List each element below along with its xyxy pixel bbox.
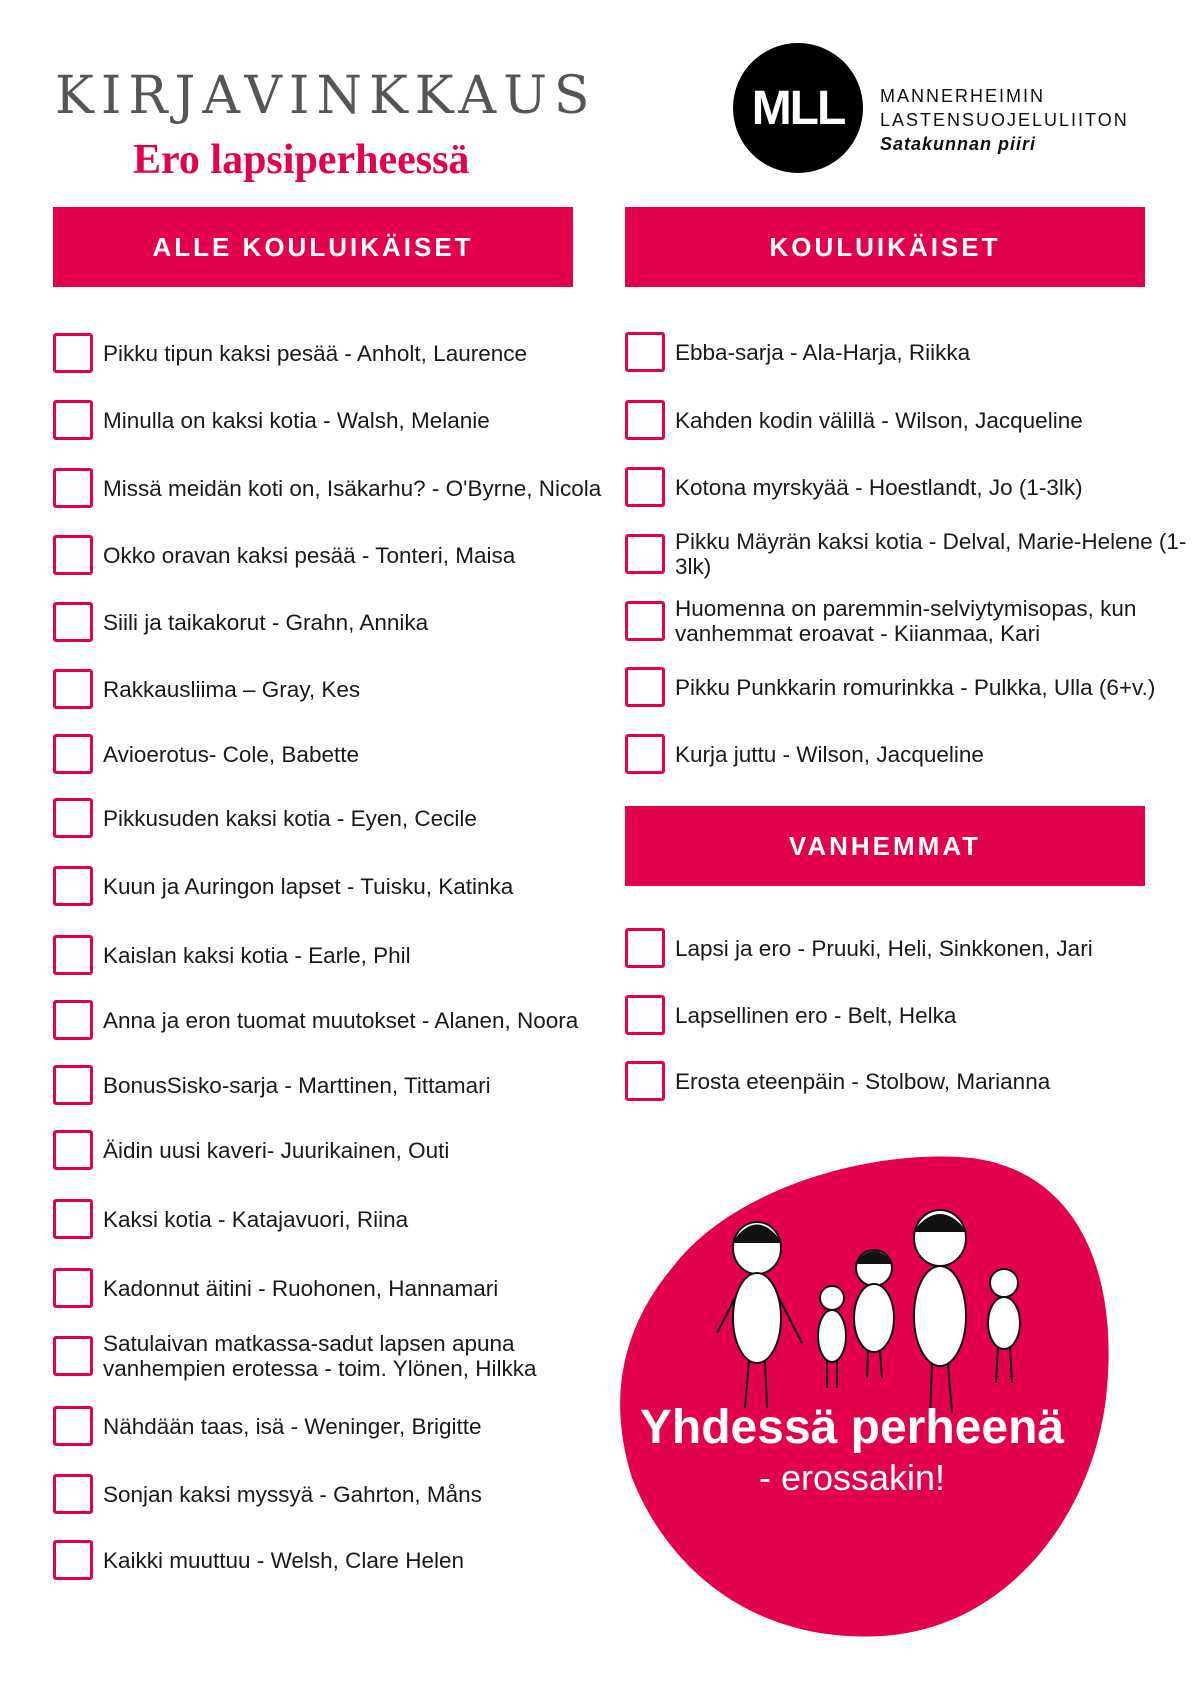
slogan-sub: - erossakin! (758, 1457, 946, 1498)
book-checkbox[interactable] (53, 1406, 93, 1446)
section-header-vanhemmat: VANHEMMAT (625, 806, 1145, 886)
book-checkbox[interactable] (53, 400, 93, 440)
book-item (53, 1472, 482, 1516)
book-title: Kaikki muuttuu - Welsh, Clare Helen (103, 1547, 464, 1573)
book-title: Ebba-sarja - Ala-Harja, Riikka (675, 339, 971, 365)
book-checkbox[interactable] (625, 667, 665, 707)
book-item (625, 993, 956, 1037)
book-checkbox[interactable] (53, 333, 93, 373)
book-title: Rakkausliima – Gray, Kes (103, 676, 361, 702)
book-item (625, 926, 1093, 970)
book-title: Lapsi ja ero - Pruuki, Heli, Sinkkonen, Jari (675, 935, 1093, 961)
book-checkbox[interactable] (53, 935, 93, 975)
book-checkbox[interactable] (53, 734, 93, 774)
book-item (625, 330, 970, 374)
book-checkbox[interactable] (53, 1000, 93, 1040)
book-item (625, 465, 1083, 509)
book-item (53, 732, 359, 776)
book-item (625, 529, 1195, 579)
book-checkbox[interactable] (53, 798, 93, 838)
book-title: Avioerotus- Cole, Babette (103, 741, 359, 767)
logo-line-2: LASTENSUOJELULIITON (880, 110, 1129, 130)
book-item (53, 933, 411, 977)
book-checkbox[interactable] (53, 1540, 93, 1580)
book-item (53, 864, 513, 908)
book-item (625, 1059, 1050, 1103)
book-title: Missä meidän koti on, Isäkarhu? - O'Byrne, Nicola (103, 475, 602, 501)
book-checkbox[interactable] (53, 468, 93, 508)
book-item (53, 398, 490, 442)
book-item (53, 1128, 449, 1172)
book-title: Kurja juttu - Wilson, Jacqueline (675, 741, 984, 767)
book-checkbox[interactable] (625, 928, 665, 968)
book-checkbox[interactable] (53, 1336, 93, 1376)
page-title: KIRJAVINKKAUS (55, 66, 597, 126)
book-checkbox[interactable] (53, 1199, 93, 1239)
book-title: Pikku Punkkarin romurinkka - Pulkka, Ulla (6+v.) (675, 674, 1156, 700)
book-item (625, 665, 1155, 709)
slogan-main: Yhdessä perheenä (639, 1401, 1065, 1454)
book-checkbox[interactable] (53, 1474, 93, 1514)
book-title: BonusSisko-sarja - Marttinen, Tittamari (103, 1072, 491, 1098)
logo-line-3: Satakunnan piiri (880, 134, 1037, 154)
book-item (53, 1266, 498, 1310)
book-title: Pikku Mäyrän kaksi kotia - Delval, Marie-Helene (1-3lk) (675, 529, 1187, 579)
book-item (53, 1197, 408, 1241)
book-title: Kaislan kaksi kotia - Earle, Phil (103, 942, 411, 968)
book-item (625, 596, 1195, 646)
book-title: Pikkusuden kaksi kotia - Eyen, Cecile (103, 805, 477, 831)
book-item (53, 998, 578, 1042)
book-title: Sonjan kaksi myssyä - Gahrton, Måns (103, 1481, 482, 1507)
book-item (625, 732, 984, 776)
logo-mark: MLL (751, 81, 845, 135)
slogan-blob (612, 1148, 1112, 1638)
book-title: Kuun ja Auringon lapset - Tuisku, Katinka (103, 873, 514, 899)
book-item (53, 466, 601, 510)
book-item (53, 1063, 491, 1107)
page-subtitle: Ero lapsiperheessä (133, 137, 470, 183)
book-title: Lapsellinen ero - Belt, Helka (675, 1002, 957, 1028)
book-title: Pikku tipun kaksi pesää - Anholt, Laurence (103, 340, 528, 366)
book-item (53, 796, 477, 840)
book-item (53, 533, 515, 577)
book-checkbox[interactable] (53, 1065, 93, 1105)
book-title: Kahden kodin välillä - Wilson, Jacqueline (675, 407, 1083, 433)
book-title: Anna ja eron tuomat muutokset - Alanen, Noora (103, 1007, 579, 1033)
book-checkbox[interactable] (625, 995, 665, 1035)
book-checkbox[interactable] (625, 400, 665, 440)
book-title: Huomenna on paremmin-selviytymisopas, kun vanhemmat eroavat - Kiianmaa, Kari (675, 596, 1137, 646)
book-item (53, 331, 527, 375)
book-checkbox[interactable] (53, 669, 93, 709)
section-header-alle-kouluikaiset: ALLE KOULUIKÄISET (53, 207, 573, 287)
book-checkbox[interactable] (53, 866, 93, 906)
book-item (625, 398, 1083, 442)
book-title: Satulaivan matkassa-sadut lapsen apuna vanhempien erotessa - toim. Ylönen, Hilkka (103, 1331, 537, 1381)
book-item (53, 600, 428, 644)
logo-text (880, 84, 1129, 156)
book-checkbox[interactable] (625, 1061, 665, 1101)
book-item (53, 1331, 623, 1381)
book-checkbox[interactable] (625, 734, 665, 774)
book-checkbox[interactable] (625, 534, 665, 574)
book-checkbox[interactable] (53, 535, 93, 575)
book-checkbox[interactable] (53, 1268, 93, 1308)
book-title: Minulla on kaksi kotia - Walsh, Melanie (103, 407, 490, 433)
book-checkbox[interactable] (53, 602, 93, 642)
book-checkbox[interactable] (53, 1130, 93, 1170)
book-title: Kaksi kotia - Katajavuori, Riina (103, 1206, 409, 1232)
book-checkbox[interactable] (625, 601, 665, 641)
book-title: Okko oravan kaksi pesää - Tonteri, Maisa (103, 542, 516, 568)
book-title: Erosta eteenpäin - Stolbow, Marianna (675, 1068, 1051, 1094)
book-title: Kadonnut äitini - Ruohonen, Hannamari (103, 1275, 499, 1301)
book-title: Siili ja taikakorut - Grahn, Annika (103, 609, 429, 635)
book-title: Nähdään taas, isä - Weninger, Brigitte (103, 1413, 482, 1439)
mll-logo (733, 43, 863, 173)
book-item (53, 667, 360, 711)
book-checkbox[interactable] (625, 467, 665, 507)
book-item (53, 1538, 464, 1582)
book-checkbox[interactable] (625, 332, 665, 372)
slogan (612, 1400, 1092, 1499)
book-title: Kotona myrskyää - Hoestlandt, Jo (1-3lk) (675, 474, 1083, 500)
logo-line-1: MANNERHEIMIN (880, 86, 1046, 106)
book-item (53, 1404, 482, 1448)
section-header-kouluikaiset: KOULUIKÄISET (625, 207, 1145, 287)
book-title: Äidin uusi kaveri- Juurikainen, Outi (103, 1137, 450, 1163)
